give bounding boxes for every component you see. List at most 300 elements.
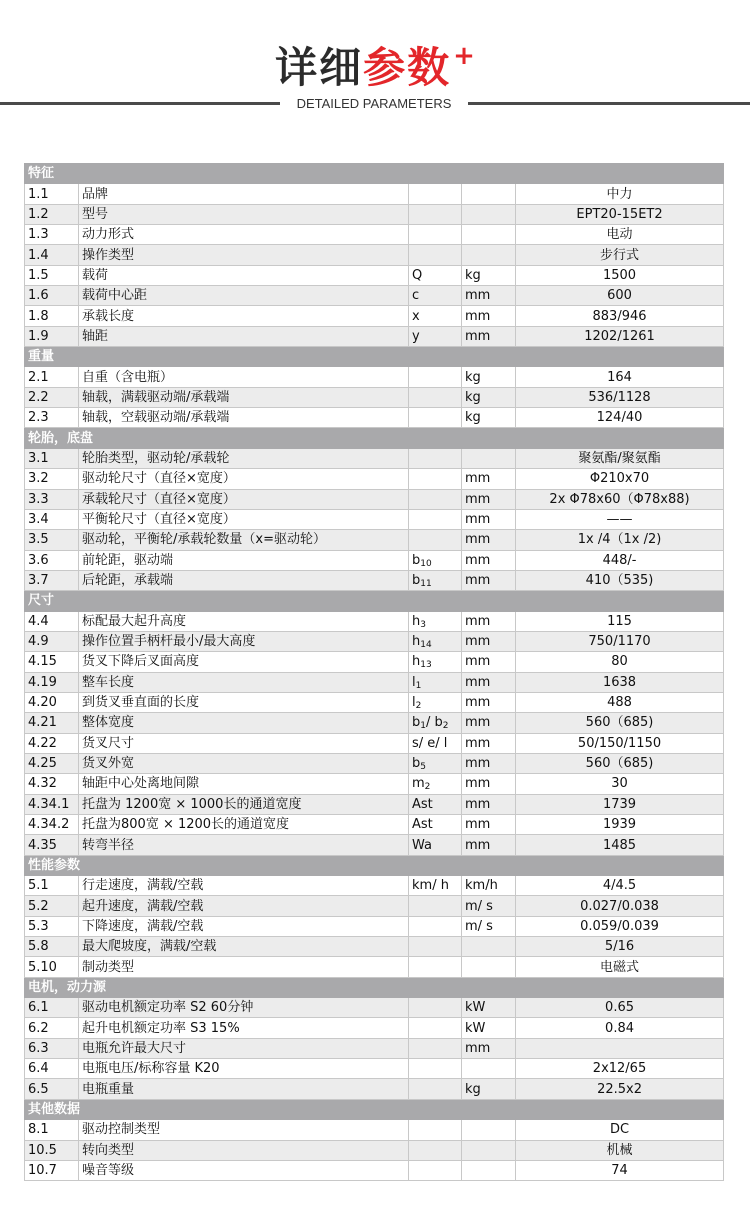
- param-unit: [462, 225, 516, 245]
- param-name: 行走速度，满载/空载: [79, 876, 409, 896]
- param-name: 驱动电机额定功率 S2 60分钟: [79, 998, 409, 1018]
- table-row: [25, 1018, 724, 1038]
- param-unit: kg: [462, 408, 516, 428]
- section-header: [25, 977, 724, 997]
- param-unit: mm: [462, 794, 516, 814]
- param-name: 品牌: [79, 184, 409, 204]
- table-row: [25, 387, 724, 407]
- param-name: 下降速度，满载/空载: [79, 916, 409, 936]
- param-symbol: [409, 1059, 462, 1079]
- param-value: 164: [516, 367, 724, 387]
- param-unit: [462, 204, 516, 224]
- param-unit: kW: [462, 1018, 516, 1038]
- header-divider-left: [0, 102, 280, 105]
- param-name: 驱动轮尺寸（直径×宽度）: [79, 469, 409, 489]
- table-row: [25, 937, 724, 957]
- param-unit: mm: [462, 469, 516, 489]
- param-value: 0.84: [516, 1018, 724, 1038]
- param-unit: [462, 448, 516, 468]
- param-number: 4.22: [25, 733, 79, 753]
- param-number: 4.15: [25, 652, 79, 672]
- table-row: [25, 570, 724, 590]
- symbol-text: b: [412, 756, 421, 772]
- param-name: 驱动轮，平衡轮/承载轮数量（x=驱动轮）: [79, 530, 409, 550]
- param-symbol: [409, 184, 462, 204]
- param-value: 4/4.5: [516, 876, 724, 896]
- param-number: 10.5: [25, 1140, 79, 1160]
- table-row: [25, 713, 724, 733]
- param-name: 转弯半径: [79, 835, 409, 855]
- table-row: [25, 1079, 724, 1099]
- table-row: [25, 509, 724, 529]
- symbol-text: Wa: [412, 837, 432, 853]
- table-row: [25, 916, 724, 936]
- param-number: 6.1: [25, 998, 79, 1018]
- symbol-subscript: 14: [420, 640, 432, 651]
- param-number: 4.32: [25, 774, 79, 794]
- param-unit: kg: [462, 387, 516, 407]
- symbol-subscript: 13: [420, 660, 432, 671]
- param-number: 2.3: [25, 408, 79, 428]
- param-value: 中力: [516, 184, 724, 204]
- param-symbol: [409, 448, 462, 468]
- param-name: 前轮距，驱动端: [79, 550, 409, 570]
- symbol-text: h: [412, 613, 421, 629]
- section-title: 特征: [25, 164, 724, 184]
- param-name: 动力形式: [79, 225, 409, 245]
- param-value: DC: [516, 1120, 724, 1140]
- param-symbol: [409, 469, 462, 489]
- title-black-part: 详细: [275, 43, 364, 92]
- param-value: 1739: [516, 794, 724, 814]
- param-unit: kg: [462, 367, 516, 387]
- section-header: [25, 855, 724, 875]
- param-symbol: [409, 530, 462, 550]
- page-subtitle: DETAILED PARAMETERS: [296, 96, 452, 111]
- symbol-text: c: [412, 288, 420, 304]
- symbol-text: l: [412, 695, 416, 711]
- param-number: 1.8: [25, 306, 79, 326]
- table-row: [25, 204, 724, 224]
- param-number: 6.4: [25, 1059, 79, 1079]
- param-number: 5.2: [25, 896, 79, 916]
- param-symbol: [409, 1038, 462, 1058]
- param-symbol: [409, 1160, 462, 1180]
- param-value: 步行式: [516, 245, 724, 265]
- table-row: [25, 184, 724, 204]
- param-unit: m/ s: [462, 896, 516, 916]
- symbol-subscript: 10: [420, 558, 432, 569]
- param-value: 600: [516, 286, 724, 306]
- param-unit: mm: [462, 326, 516, 346]
- param-value: 80: [516, 652, 724, 672]
- param-symbol: [409, 692, 462, 712]
- param-symbol: [409, 225, 462, 245]
- param-symbol: [409, 1120, 462, 1140]
- param-name: 型号: [79, 204, 409, 224]
- param-value: 1202/1261: [516, 326, 724, 346]
- title-red-part: 参数: [363, 43, 452, 92]
- param-number: 6.2: [25, 1018, 79, 1038]
- param-number: 4.9: [25, 631, 79, 651]
- param-name: 电瓶允许最大尺寸: [79, 1038, 409, 1058]
- parameters-table: [24, 163, 724, 1181]
- param-symbol: [409, 998, 462, 1018]
- param-unit: mm: [462, 306, 516, 326]
- symbol-text: y: [412, 328, 420, 344]
- param-unit: mm: [462, 530, 516, 550]
- param-symbol: [409, 631, 462, 651]
- param-unit: mm: [462, 489, 516, 509]
- param-value: 聚氨酯/聚氨酯: [516, 448, 724, 468]
- param-number: 4.20: [25, 692, 79, 712]
- table-row: [25, 835, 724, 855]
- param-number: 6.5: [25, 1079, 79, 1099]
- table-row: [25, 692, 724, 712]
- param-number: 1.5: [25, 265, 79, 285]
- param-number: 5.10: [25, 957, 79, 977]
- param-number: 3.3: [25, 489, 79, 509]
- param-symbol: [409, 713, 462, 733]
- param-unit: [462, 957, 516, 977]
- param-name: 承载轮尺寸（直径×宽度）: [79, 489, 409, 509]
- param-unit: kg: [462, 265, 516, 285]
- table-row: [25, 672, 724, 692]
- param-unit: mm: [462, 286, 516, 306]
- param-symbol: [409, 1140, 462, 1160]
- table-row: [25, 225, 724, 245]
- param-symbol: [409, 245, 462, 265]
- param-symbol: [409, 916, 462, 936]
- param-number: 4.21: [25, 713, 79, 733]
- table-row: [25, 550, 724, 570]
- param-symbol: [409, 489, 462, 509]
- page-title: [0, 40, 750, 102]
- param-unit: mm: [462, 713, 516, 733]
- param-number: 4.19: [25, 672, 79, 692]
- param-number: 3.7: [25, 570, 79, 590]
- param-value: 536/1128: [516, 387, 724, 407]
- param-number: 2.2: [25, 387, 79, 407]
- param-symbol: [409, 753, 462, 773]
- param-name: 轮胎类型，驱动轮/承载轮: [79, 448, 409, 468]
- param-value: EPT20-15ET2: [516, 204, 724, 224]
- param-unit: mm: [462, 570, 516, 590]
- param-name: 轴距中心处离地间隙: [79, 774, 409, 794]
- param-symbol: [409, 957, 462, 977]
- param-unit: m/ s: [462, 916, 516, 936]
- param-name: 标配最大起升高度: [79, 611, 409, 631]
- param-number: 4.35: [25, 835, 79, 855]
- section-header: [25, 591, 724, 611]
- param-value: 750/1170: [516, 631, 724, 651]
- param-symbol: [409, 570, 462, 590]
- table-row: [25, 957, 724, 977]
- table-row: [25, 896, 724, 916]
- param-value: 448/-: [516, 550, 724, 570]
- symbol-text: Q: [412, 267, 423, 283]
- symbol-subscript: 11: [420, 579, 432, 590]
- symbol-text: Ast: [412, 796, 433, 812]
- symbol-text: s/ e/ l: [412, 735, 448, 751]
- table-row: [25, 652, 724, 672]
- table-row: [25, 408, 724, 428]
- symbol-text: h: [412, 634, 421, 650]
- param-unit: mm: [462, 631, 516, 651]
- param-symbol: [409, 204, 462, 224]
- table-row: [25, 1038, 724, 1058]
- symbol-text: Ast: [412, 817, 433, 833]
- table-row: [25, 489, 724, 509]
- param-value: 30: [516, 774, 724, 794]
- param-value: 74: [516, 1160, 724, 1180]
- param-number: 5.1: [25, 876, 79, 896]
- param-name: 噪音等级: [79, 1160, 409, 1180]
- param-name: 操作位置手柄杆最小/最大高度: [79, 631, 409, 651]
- symbol-text: b: [412, 552, 421, 568]
- param-name: 托盘为800宽 × 1200长的通道宽度: [79, 815, 409, 835]
- table-row: [25, 1160, 724, 1180]
- param-number: 3.1: [25, 448, 79, 468]
- plus-icon: +: [453, 41, 477, 71]
- param-name: 承载长度: [79, 306, 409, 326]
- table-row: [25, 469, 724, 489]
- table-row: [25, 265, 724, 285]
- param-unit: [462, 1059, 516, 1079]
- param-unit: mm: [462, 652, 516, 672]
- param-number: 4.34.2: [25, 815, 79, 835]
- param-value: 0.027/0.038: [516, 896, 724, 916]
- param-name: 载荷: [79, 265, 409, 285]
- table-row: [25, 1059, 724, 1079]
- param-name: 操作类型: [79, 245, 409, 265]
- symbol-text-2: / b: [426, 715, 443, 731]
- section-header: [25, 428, 724, 448]
- param-unit: mm: [462, 815, 516, 835]
- param-symbol: [409, 367, 462, 387]
- param-value: 488: [516, 692, 724, 712]
- page-header: [0, 0, 750, 150]
- param-unit: [462, 1140, 516, 1160]
- table-row: [25, 1120, 724, 1140]
- param-symbol: [409, 611, 462, 631]
- symbol-subscript: 2: [415, 701, 422, 712]
- symbol-text: h: [412, 654, 421, 670]
- param-number: 4.4: [25, 611, 79, 631]
- param-value: 50/150/1150: [516, 733, 724, 753]
- param-number: 3.5: [25, 530, 79, 550]
- table-row: [25, 998, 724, 1018]
- param-number: 4.34.1: [25, 794, 79, 814]
- param-symbol: [409, 896, 462, 916]
- header-divider-right: [468, 102, 750, 105]
- param-value: 560（685): [516, 753, 724, 773]
- param-symbol: [409, 733, 462, 753]
- section-title: 性能参数: [25, 855, 724, 875]
- param-number: 4.25: [25, 753, 79, 773]
- table-row: [25, 794, 724, 814]
- param-number: 5.3: [25, 916, 79, 936]
- param-value: 电磁式: [516, 957, 724, 977]
- param-name: 托盘为 1200宽 × 1000长的通道宽度: [79, 794, 409, 814]
- param-name: 电瓶重量: [79, 1079, 409, 1099]
- param-number: 1.2: [25, 204, 79, 224]
- param-unit: mm: [462, 774, 516, 794]
- param-name: 转向类型: [79, 1140, 409, 1160]
- section-title: 电机，动力源: [25, 977, 724, 997]
- symbol-subscript: 3: [420, 619, 426, 630]
- param-symbol: [409, 326, 462, 346]
- param-number: 3.4: [25, 509, 79, 529]
- table-row: [25, 611, 724, 631]
- param-unit: [462, 1160, 516, 1180]
- param-symbol: [409, 937, 462, 957]
- param-value: 410（535): [516, 570, 724, 590]
- section-header: [25, 1099, 724, 1119]
- param-unit: [462, 245, 516, 265]
- param-name: 最大爬坡度，满载/空载: [79, 937, 409, 957]
- symbol-text: m: [412, 776, 425, 792]
- param-name: 货叉下降后叉面高度: [79, 652, 409, 672]
- param-value: 883/946: [516, 306, 724, 326]
- section-title: 其他数据: [25, 1099, 724, 1119]
- param-name: 轴距: [79, 326, 409, 346]
- symbol-subscript: 1: [420, 721, 426, 732]
- param-number: 1.9: [25, 326, 79, 346]
- param-value: 22.5x2: [516, 1079, 724, 1099]
- param-value: 124/40: [516, 408, 724, 428]
- table-row: [25, 733, 724, 753]
- table-row: [25, 245, 724, 265]
- param-symbol: [409, 652, 462, 672]
- param-name: 轴载，空载驱动端/承载端: [79, 408, 409, 428]
- symbol-subscript: 2: [424, 782, 431, 793]
- param-name: 起升电机额定功率 S3 15%: [79, 1018, 409, 1038]
- param-name: 起升速度，满载/空载: [79, 896, 409, 916]
- section-header: [25, 347, 724, 367]
- param-unit: mm: [462, 835, 516, 855]
- param-value: 0.059/0.039: [516, 916, 724, 936]
- param-unit: [462, 937, 516, 957]
- param-symbol: [409, 672, 462, 692]
- param-symbol: [409, 1018, 462, 1038]
- param-name: 货叉外宽: [79, 753, 409, 773]
- param-number: 1.1: [25, 184, 79, 204]
- param-symbol: [409, 265, 462, 285]
- param-name: 制动类型: [79, 957, 409, 977]
- table-row: [25, 631, 724, 651]
- param-symbol: [409, 794, 462, 814]
- param-symbol: [409, 835, 462, 855]
- param-unit: kW: [462, 998, 516, 1018]
- param-value: ——: [516, 509, 724, 529]
- table-row: [25, 876, 724, 896]
- symbol-text: b: [412, 573, 421, 589]
- param-value: 机械: [516, 1140, 724, 1160]
- param-value: 1x /4（1x /2): [516, 530, 724, 550]
- table-row: [25, 367, 724, 387]
- param-number: 3.2: [25, 469, 79, 489]
- param-unit: mm: [462, 692, 516, 712]
- table-row: [25, 286, 724, 306]
- param-number: 5.8: [25, 937, 79, 957]
- param-value: Φ210x70: [516, 469, 724, 489]
- param-value: [516, 1038, 724, 1058]
- symbol-text: x: [412, 308, 420, 324]
- section-header: [25, 164, 724, 184]
- param-number: 8.1: [25, 1120, 79, 1140]
- param-name: 平衡轮尺寸（直径×宽度）: [79, 509, 409, 529]
- param-unit: mm: [462, 1038, 516, 1058]
- param-symbol: [409, 774, 462, 794]
- param-name: 货叉尺寸: [79, 733, 409, 753]
- param-symbol: [409, 306, 462, 326]
- param-name: 到货叉垂直面的长度: [79, 692, 409, 712]
- param-value: 560（685): [516, 713, 724, 733]
- section-title: 尺寸: [25, 591, 724, 611]
- param-name: 电瓶电压/标称容量 K20: [79, 1059, 409, 1079]
- table-row: [25, 753, 724, 773]
- parameters-table-body: [25, 164, 724, 1181]
- param-unit: mm: [462, 509, 516, 529]
- param-name: 自重（含电瓶）: [79, 367, 409, 387]
- param-value: 0.65: [516, 998, 724, 1018]
- param-number: 1.3: [25, 225, 79, 245]
- param-value: 2x Φ78x60（Φ78x88): [516, 489, 724, 509]
- param-symbol: [409, 509, 462, 529]
- symbol-subscript: 5: [420, 762, 426, 773]
- param-name: 轴载，满载驱动端/承载端: [79, 387, 409, 407]
- param-number: 2.1: [25, 367, 79, 387]
- param-name: 驱动控制类型: [79, 1120, 409, 1140]
- param-symbol: [409, 408, 462, 428]
- table-row: [25, 306, 724, 326]
- param-value: 电动: [516, 225, 724, 245]
- section-title: 重量: [25, 347, 724, 367]
- param-name: 整体宽度: [79, 713, 409, 733]
- param-unit: kg: [462, 1079, 516, 1099]
- param-unit: km/h: [462, 876, 516, 896]
- param-unit: mm: [462, 611, 516, 631]
- table-row: [25, 448, 724, 468]
- table-row: [25, 1140, 724, 1160]
- param-value: 1939: [516, 815, 724, 835]
- param-unit: [462, 1120, 516, 1140]
- param-value: 1638: [516, 672, 724, 692]
- param-symbol: [409, 387, 462, 407]
- param-number: 3.6: [25, 550, 79, 570]
- param-number: 10.7: [25, 1160, 79, 1180]
- param-number: 6.3: [25, 1038, 79, 1058]
- param-symbol: [409, 876, 462, 896]
- param-number: 1.4: [25, 245, 79, 265]
- table-row: [25, 815, 724, 835]
- table-row: [25, 326, 724, 346]
- param-number: 1.6: [25, 286, 79, 306]
- symbol-text: l: [412, 674, 416, 690]
- param-symbol: [409, 815, 462, 835]
- param-symbol: [409, 286, 462, 306]
- param-unit: mm: [462, 672, 516, 692]
- param-value: 1500: [516, 265, 724, 285]
- symbol-subscript: 1: [415, 680, 422, 691]
- param-value: 2x12/65: [516, 1059, 724, 1079]
- param-name: 后轮距，承载端: [79, 570, 409, 590]
- param-symbol: [409, 550, 462, 570]
- param-unit: mm: [462, 733, 516, 753]
- param-value: 115: [516, 611, 724, 631]
- param-value: 1485: [516, 835, 724, 855]
